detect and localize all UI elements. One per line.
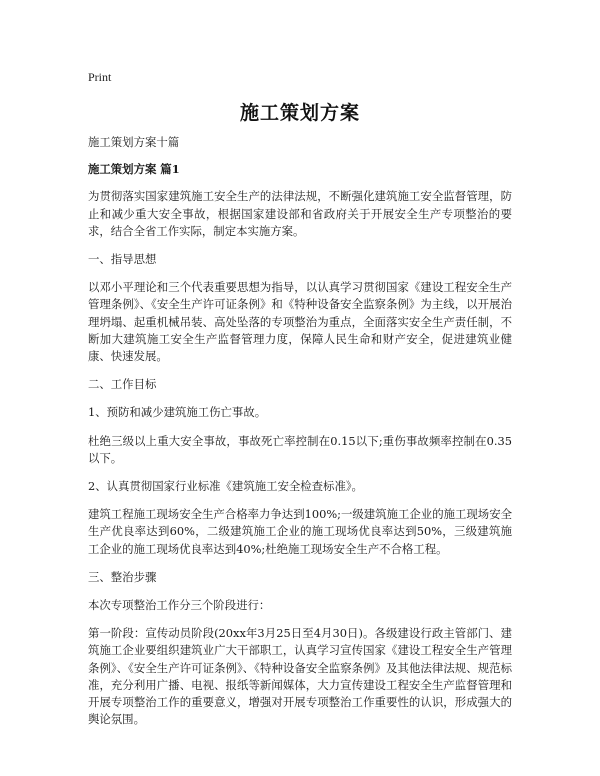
goal-1-detail: 杜绝三级以上重大安全事故，事故死亡率控制在0.15以下;重伤事故频率控制在0.35以下。 bbox=[88, 433, 512, 465]
heading-work-goals: 二、工作目标 bbox=[88, 377, 157, 392]
article-heading: 施工策划方案 篇1 bbox=[88, 162, 180, 177]
heading-rectification-steps: 三、整治步骤 bbox=[88, 569, 157, 584]
intro-paragraph: 为贯彻落实国家建筑施工安全生产的法律法规，不断强化建筑施工安全监督管理，防止和减少重大安全事故，根据国家建设部和省政府关于开展安全生产专项整治的要求，结合全省工作实际，制定本实施方案。 bbox=[88, 189, 512, 238]
print-link[interactable]: Print bbox=[88, 70, 112, 84]
heading-guiding-ideology: 一、指导思想 bbox=[88, 252, 157, 267]
stage-1-paragraph: 第一阶段：宣传动员阶段(20xx年3月25日至4月30日)。各级建设行政主管部门、建筑施工企业要组织建筑业广大干部职工，认真学习宣传国家《建设工程安全生产管理条例》、《安全生产许可证条例》、《特种设备安全监察条例》及其他法律法规、规范标准，充分利用广播、电视、报纸等新闻媒体，大力宣传建设工程安全生产监督管理和开展专项整治工作的重要意义，增强对开展专项整治工作重要性的认识，形成强大的舆论氛围。 bbox=[88, 626, 512, 727]
guiding-ideology-paragraph: 以邓小平理论和三个代表重要思想为指导，以认真学习贯彻国家《建设工程安全生产管理条例》、《安全生产许可证条例》和《特种设备安全监察条例》为主线，以开展治理坍塌、起重机械吊装、高处坠落的专项整治为重点，全面落实安全生产责任制，不断加大建筑施工安全生产监督管理力度，保障人民生命和财产安全，促进建筑业健康、快速发展。 bbox=[88, 280, 512, 364]
goal-2: 2、认真贯彻国家行业标准《建筑施工安全检查标准》。 bbox=[88, 479, 363, 494]
steps-intro: 本次专项整治工作分三个阶段进行： bbox=[88, 598, 271, 613]
goal-2-detail: 建筑工程施工现场安全生产合格率力争达到100%;一级建筑施工企业的施工现场安全生产优良率达到60%，二级建筑施工企业的施工现场优良率达到50%，三级建筑施工企业的施工现场优良率达到40%;杜绝施工现场安全生产不合格工程。 bbox=[88, 507, 512, 556]
document-title: 施工策划方案 bbox=[239, 102, 360, 124]
document-subtitle: 施工策划方案十篇 bbox=[88, 135, 180, 149]
goal-1: 1、预防和减少建筑施工伤亡事故。 bbox=[88, 405, 267, 420]
document-body bbox=[88, 134, 512, 739]
